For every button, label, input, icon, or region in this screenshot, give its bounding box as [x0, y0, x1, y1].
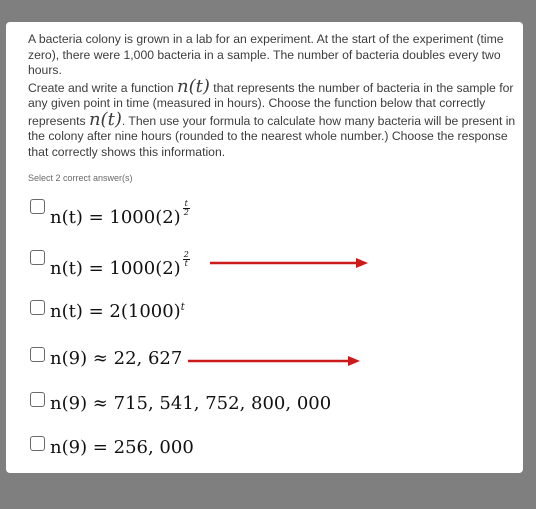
option-5-formula: n(9) ≈ 715, 541, 752, 800, 000	[50, 393, 332, 414]
option-1-exp-den: 2	[183, 208, 189, 217]
option-2-formula: n(t) = 1000(2) $\frac{2}{t}$	[50, 250, 189, 279]
select-hint: Select 2 correct answer(s)	[28, 173, 133, 183]
red-arrow-option-2	[210, 256, 370, 270]
option-2-exp-num: 2	[183, 250, 189, 259]
question-text-b: that represents the number of bacteria in the sample for any given point in time (measured in hours). Choose the function below that correctly represents	[28, 80, 514, 128]
question-paragraph-2	[28, 75, 518, 161]
question-text-c: . Then use your formula to calculate how many bacteria will be present in the colony after nine hours (rounded to the nearest whole number.) Choose the response that correctly shows this information.	[28, 113, 516, 159]
option-3-exponent: t	[180, 302, 185, 313]
function-symbol: n(t)	[177, 75, 210, 97]
option-4-formula: n(9) ≈ 22, 627	[50, 348, 183, 369]
option-3-formula: $n(t) = 2(1000)^t$	[50, 301, 185, 322]
function-symbol-2: n(t)	[88, 108, 122, 130]
option-1-exp-num: t	[184, 199, 188, 208]
question-text-a: Create and write a function	[28, 80, 178, 95]
question-card	[6, 22, 523, 473]
option-5-checkbox[interactable]	[30, 392, 45, 407]
option-2-checkbox[interactable]	[30, 250, 45, 265]
option-6-checkbox[interactable]	[30, 436, 45, 451]
option-2-exp-den: t	[184, 259, 188, 268]
question-paragraph-1: A bacteria colony is grown in a lab for an experiment. At the start of the experiment (time zero), there were 1,000 bacteria in a sample. The number of bacteria doubles every two hours.	[28, 32, 504, 77]
red-arrow-option-4	[188, 354, 362, 368]
option-1-checkbox[interactable]	[30, 199, 45, 214]
question-prompt	[28, 32, 518, 160]
option-6-formula: n(9) = 256, 000	[50, 437, 194, 458]
option-3-checkbox[interactable]	[30, 300, 45, 315]
option-1-formula: n(t) = 1000(2) $\frac{t}{2}$	[50, 199, 189, 228]
option-4-checkbox[interactable]	[30, 347, 45, 362]
